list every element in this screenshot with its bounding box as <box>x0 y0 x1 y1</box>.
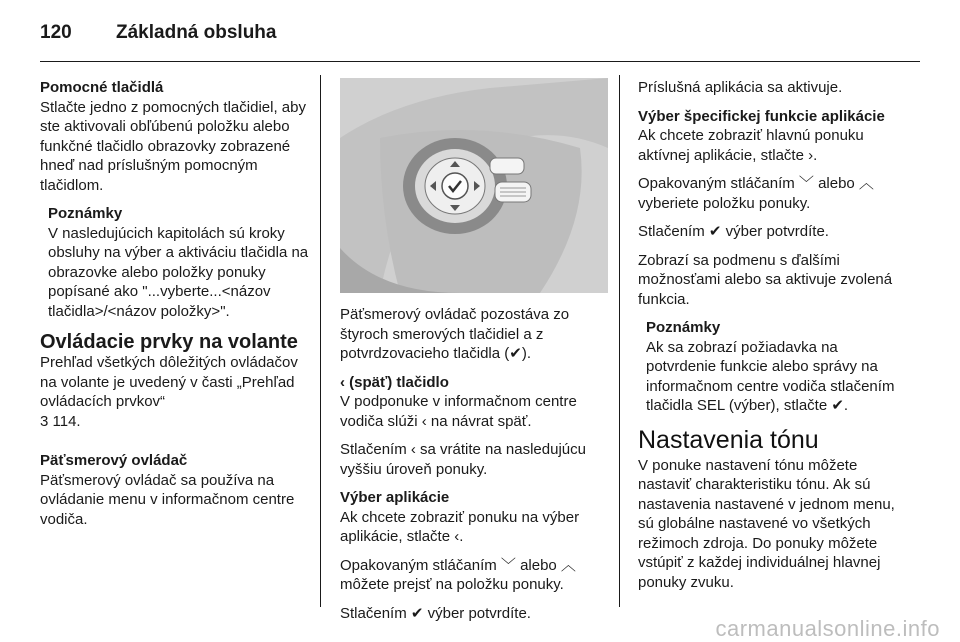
page-title: Základná obsluha <box>116 22 277 43</box>
paragraph: V ponuke nastavení tónu môžete nastaviť charakteristiku tónu. Ak sú nastavenia nastavené v jednom menu, sú globálne nastavené vo všetkých režimoch zdroja. Do ponuky môžete vstúpiť z každej individuálnej hlavnej ponuky zvuku. <box>638 456 895 591</box>
paragraph: Ak chcete zobraziť ponuku na výber aplikácie, stlačte ‹. <box>340 508 580 545</box>
column-1 <box>40 78 310 538</box>
column-2 <box>340 78 608 632</box>
note-box <box>646 318 906 416</box>
paragraph: Päťsmerový ovládač pozostáva zo štyroch smerových tlačidiel a z potvrdzovacieho tlačidla (✔). <box>340 306 570 362</box>
page-number: 120 <box>40 22 72 43</box>
note-text: Ak sa zobrazí požiadavka na potvrdenie funkcie alebo správy na informačnom centre vodiča stlačením tlačidla SEL (výber), stlačte ✔. <box>646 338 895 414</box>
paragraph: Päťsmerový ovládač sa používa na ovládanie menu v informačnom centre vodiča. <box>40 471 295 528</box>
section-heading: Pomocné tlačidlá <box>40 79 164 96</box>
steering-wheel-illustration <box>340 78 608 293</box>
section-title: Ovládacie prvky na volante <box>40 331 298 353</box>
note-box <box>48 204 310 321</box>
section-heading: Výber aplikácie <box>340 489 450 506</box>
steering-wheel-controls-photo <box>340 78 608 293</box>
column-3 <box>638 78 906 601</box>
paragraph: Stlačte jedno z pomocných tlačidiel, aby ste aktivovali obľúbenú položku alebo funkčné tlačidlo obrazovky zobrazené hneď nad príslušným pomocným tlačidlom. <box>40 98 306 194</box>
watermark-text: carmanualsonline.info <box>715 616 940 641</box>
note-heading: Poznámky <box>48 205 123 222</box>
page-reference-link[interactable]: 3 114. <box>40 412 81 430</box>
note-heading: Poznámky <box>646 319 721 336</box>
column-divider <box>320 75 321 607</box>
section-heading: Výber špecifickej funkcie aplikácie <box>638 107 885 125</box>
section-title: Nastavenia tónu <box>638 425 819 454</box>
paragraph: Prehľad všetkých dôležitých ovládačov na volante je uvedený v časti „Prehľad ovládacích prvkov“ <box>40 354 298 410</box>
paragraph: Opakovaným stláčaním ﹀ alebo ︿ môžete prejsť na položku ponuky. <box>340 556 576 593</box>
section-heading: ‹ (späť) tlačidlo <box>340 373 449 391</box>
paragraph: Zobrazí sa podmenu s ďalšími možnosťami alebo sa aktivuje zvolená funkcia. <box>638 251 893 308</box>
note-text: V nasledujúcich kapitolách sú kroky obsluhy na výber a aktiváciu tlačidla na obrazovke alebo položky ponuky popísané ako "...vyberte...<názov tlačidla>/<názov položky>". <box>48 224 309 320</box>
paragraph: V podponuke v informačnom centre vodiča slúži ‹ na návrat späť. <box>340 393 577 430</box>
paragraph: Stlačením ✔ výber potvrdíte. <box>638 223 829 240</box>
paragraph: Opakovaným stláčaním ﹀ alebo ︿ vyberiete položku ponuky. <box>638 175 874 212</box>
column-divider <box>619 75 620 607</box>
paragraph: Stlačením ✔ výber potvrdíte. <box>340 604 531 622</box>
paragraph: Ak chcete zobraziť hlavnú ponuku aktívnej aplikácie, stlačte ›. <box>638 127 864 164</box>
section-heading: Päťsmerový ovládač <box>40 452 188 469</box>
paragraph: Príslušná aplikácia sa aktivuje. <box>638 79 843 96</box>
paragraph: Stlačením ‹ sa vrátite na nasledujúcu vyššiu úroveň ponuky. <box>340 441 586 478</box>
header-rule <box>40 61 920 62</box>
